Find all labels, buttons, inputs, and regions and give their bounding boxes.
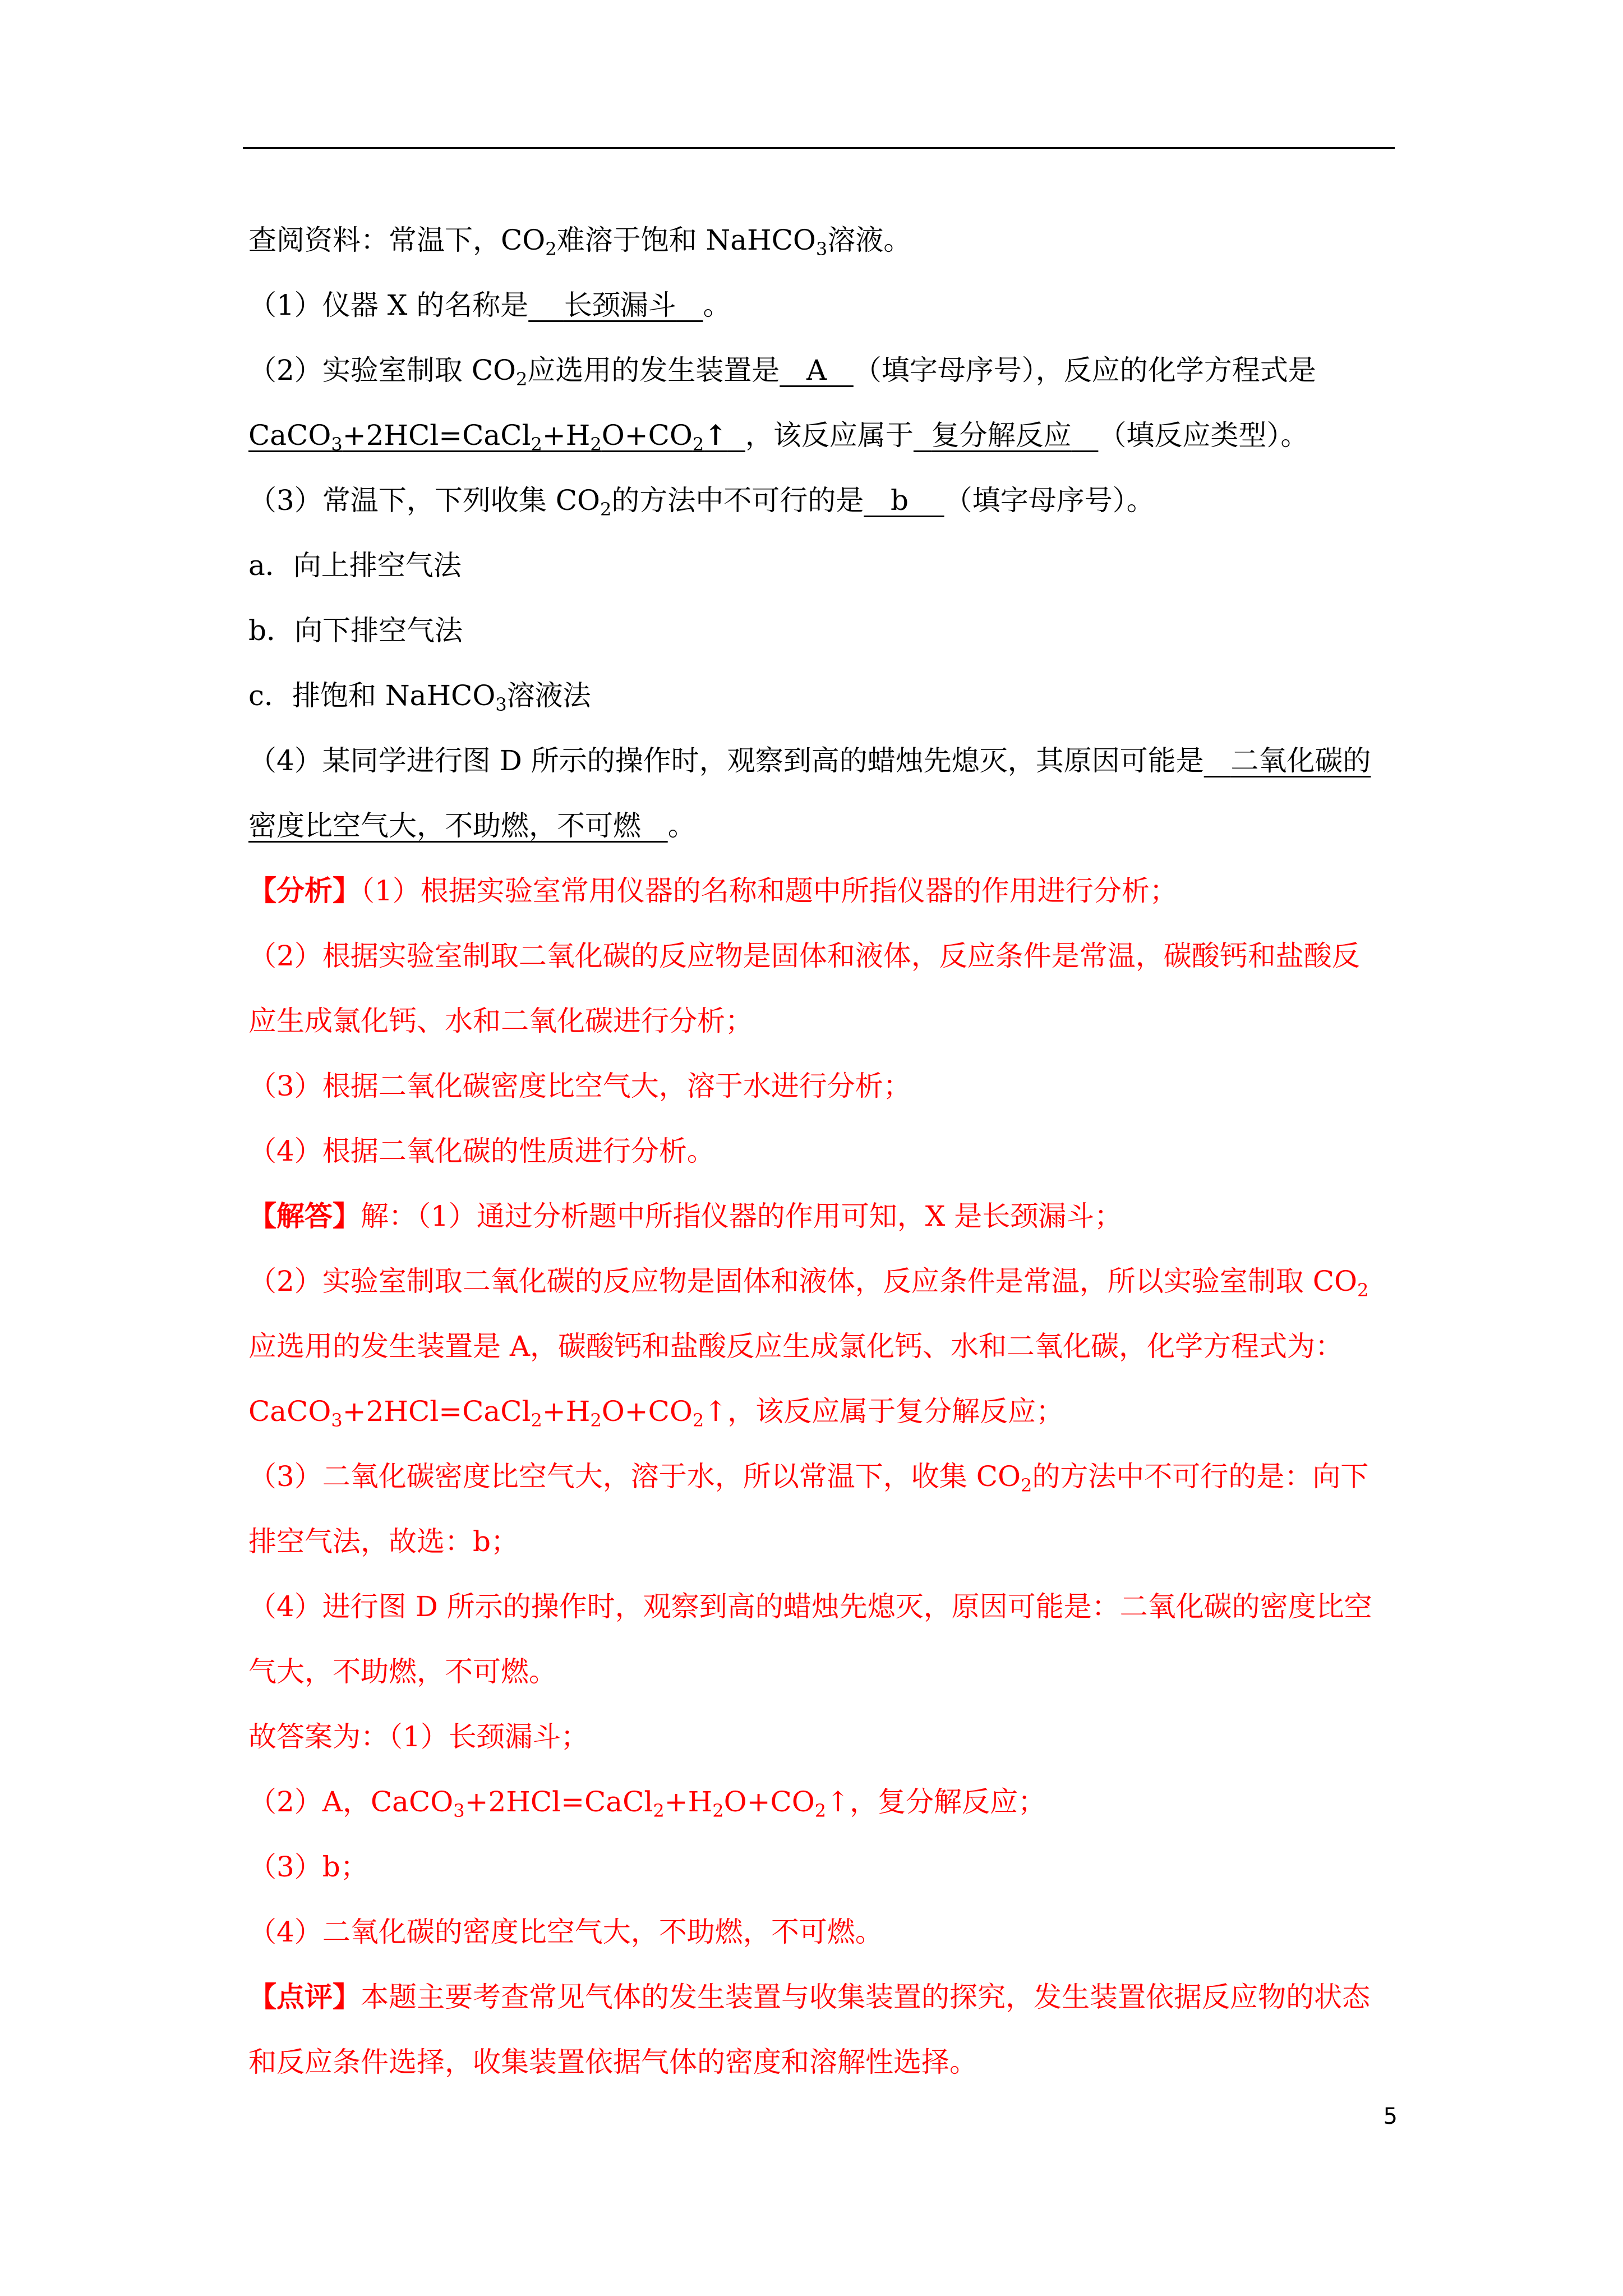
option-a: a．向上排空气法 xyxy=(248,549,462,582)
question-4: （4）某同学进行图 D 所示的操作时，观察到高的蜡烛先熄灭，其原因可能是 二氧化碳的 xyxy=(248,744,1371,777)
answer-blank-2c: 复分解反应 xyxy=(931,419,1072,452)
review-tag: 【点评】 xyxy=(248,1980,361,2013)
document-body xyxy=(248,208,1395,2095)
solution-section: 【解答】解：（1）通过分析题中所指仪器的作用可知，X 是长颈漏斗； （2）实验室制取二氧化碳的反应物是固体和液体，反应条件是常温，所以实验室制取 $CO_2$ 应选用的发生装置是 A，碳酸钙和盐酸反应生成氯化钙、水和二氧化碳，化学方程式为： $CaCO_3+2HCl=CaCl_2+H_2O+CO_2↑$，该反应属于复分解反应； （3）二氧化碳密度比空气大，溶于水，所以常温下，收集 $CO_2$的方法中不可行的是：向下 排空气法，故选：b； （4）进行图 D 所示的操作时，观察到高的蜡烛先熄灭，原因可能是：二氧化碳的密度比空 气大，不助燃，不可燃。 故答案为：（1）长颈漏斗； （2）A，$CaCO_3+2HCl=CaCl_2+H_2O+CO_2↑$，复分解反应； （3）b； （4）二氧化碳的密度比空气大，不助燃，不可燃。 xyxy=(248,1199,1372,1948)
option-b: b．向下排空气法 xyxy=(248,614,463,647)
question-1: （1）仪器 X 的名称是 长颈漏斗 。 xyxy=(248,289,731,321)
question-2-equation: $CaCO_3+2HCl=CaCl_2+H_2O+CO_2↑$ ，该反应属于 复分解反应 （填反应类型）。 xyxy=(248,418,1309,455)
solution-tag: 【解答】 xyxy=(248,1199,361,1232)
analysis-section: 【分析】（1）根据实验室常用仪器的名称和题中所指仪器的作用进行分析； （2）根据实验室制取二氧化碳的反应物是固体和液体，反应条件是常温，碳酸钙和盐酸反 应生成氯化钙、水和二氧化碳进行分析； （3）根据二氧化碳密度比空气大，溶于水进行分析； （4）根据二氧化碳的性质进行分析。 xyxy=(248,874,1360,1167)
page-number: 5 xyxy=(1383,2104,1398,2129)
analysis-tag: 【分析】 xyxy=(248,874,361,907)
answer-blank-1: 长颈漏斗 xyxy=(564,289,676,321)
answer-blank-3: b xyxy=(891,484,909,517)
question-2: （2）实验室制取 $CO_2$应选用的发生装置是 A （填字母序号），反应的化学方程式是 xyxy=(248,354,1316,390)
header-rule xyxy=(243,147,1395,149)
reference-note: 查阅资料：常温下，$CO_2$难溶于饱和 NaHCO$_3$溶液。 xyxy=(248,224,912,260)
answer-blank-4b: 密度比空气大，不助燃，不可燃 xyxy=(248,809,641,842)
review-section: 【点评】本题主要考查常见气体的发生装置与收集装置的探究，发生装置依据反应物的状态 和反应条件选择，收集装置依据气体的密度和溶解性选择。 xyxy=(248,1980,1370,2078)
question-3: （3）常温下，下列收集 $CO_2$的方法中不可行的是 b （填字母序号）。 xyxy=(248,484,1155,520)
question-4-cont: 密度比空气大，不助燃，不可燃 。 xyxy=(248,809,696,842)
answer-blank-4a: 二氧化碳的 xyxy=(1230,744,1371,777)
option-c: c．排饱和 NaHCO$_3$溶液法 xyxy=(248,679,591,715)
answer-blank-2a: A xyxy=(806,354,827,386)
answer-blank-2b: $CaCO_3+2HCl=CaCl_2+H_2O+CO_2↑$ xyxy=(248,418,728,455)
